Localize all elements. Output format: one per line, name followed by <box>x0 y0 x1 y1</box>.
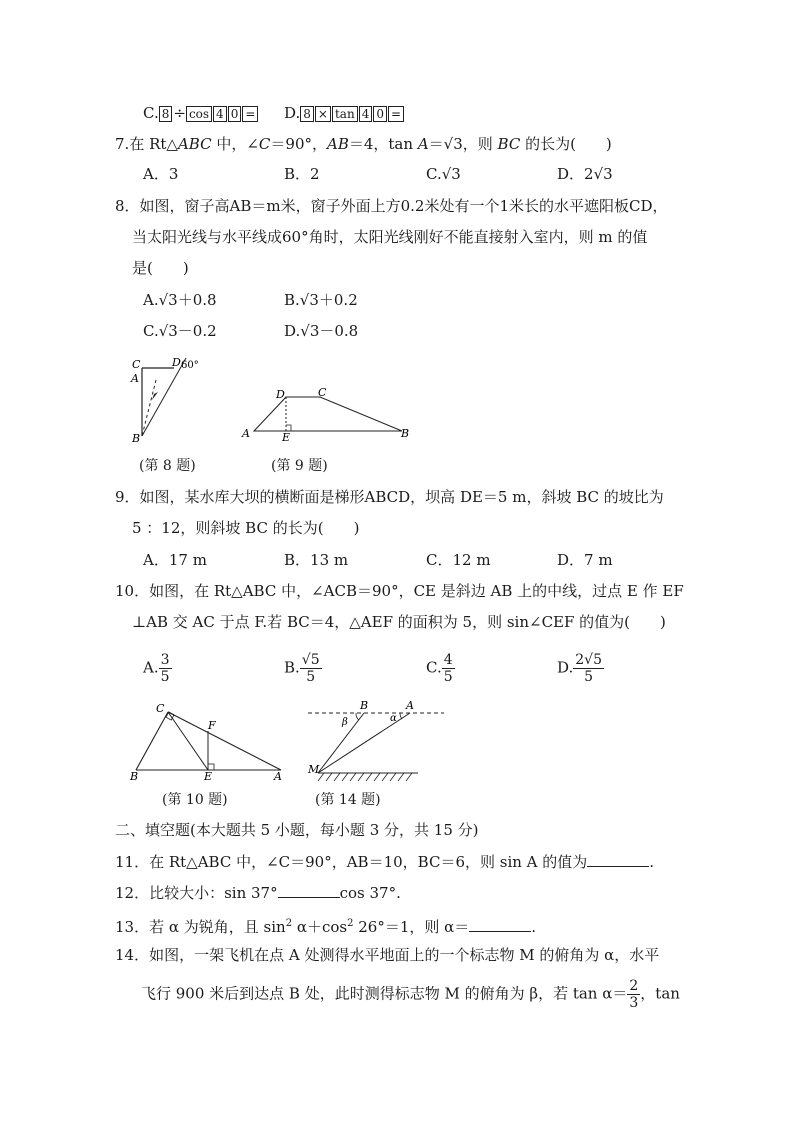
q9-option-d: D．7 m <box>557 551 613 569</box>
key-divide: ÷ <box>173 104 186 122</box>
q7-option-b: B．2 <box>284 165 320 183</box>
q9-option-c: C．12 m <box>426 551 491 569</box>
q8-option-b: B.√3＋0.2 <box>284 291 358 309</box>
fig9-caption: (第 9 题) <box>271 458 328 474</box>
q6-option-c <box>143 103 259 123</box>
q10-line2: ⊥AB 交 AC 于点 F.若 BC＝4，△AEF 的面积为 5，则 sin∠CEF 的值为( ) <box>132 613 666 631</box>
fig14-label-m: M <box>308 763 320 776</box>
q10-line1: 10．如图，在 Rt△ABC 中，∠ACB＝90°，CE 是斜边 AB 上的中线，过点 E 作 EF <box>115 582 684 600</box>
q8-line2: 当太阳光线与水平线成60°角时，太阳光线刚好不能直接射入室内，则 m 的值 <box>132 228 648 246</box>
key-4: 4 <box>359 106 373 122</box>
fig10-label-a: A <box>274 770 282 783</box>
q10-option-c: C. $\frac{4}{5}$ <box>426 652 453 685</box>
fig10-label-e: E <box>204 770 213 783</box>
q9-option-a: A．17 m <box>143 551 207 569</box>
key-4: 4 <box>213 106 227 122</box>
q7-option-a: A．3 <box>143 165 179 183</box>
fig8-label-a: A <box>131 372 139 385</box>
key-equals: = <box>388 106 404 122</box>
fig14-label-alpha: α <box>390 713 397 724</box>
fig14-caption: (第 14 题) <box>315 792 381 808</box>
q10-option-a: A. $\frac{3}{5}$ <box>143 652 170 685</box>
fig10-caption: (第 10 题) <box>162 792 228 808</box>
q13-answer-blank[interactable] <box>469 917 531 932</box>
q7-option-d: D．2√3 <box>557 165 613 183</box>
key-cos: cos <box>186 106 212 122</box>
q7-stem: 7.在 Rt△ABC 中，∠C＝90°，AB＝4，tan A＝√3，则 BC 的长为( ) <box>115 135 612 153</box>
fig14-label-beta: β <box>342 717 348 728</box>
figure-14 <box>302 695 452 790</box>
key-equals: = <box>242 106 258 122</box>
fig9-label-d: D <box>276 388 285 401</box>
fig8-caption: (第 8 题) <box>139 458 196 474</box>
fig14-label-a: A <box>406 699 414 712</box>
fig8-label-b: B <box>132 432 141 445</box>
q8-line3: 是( ) <box>132 259 189 277</box>
key-tan: tan <box>332 106 358 122</box>
q7-option-c: C.√3 <box>426 165 461 183</box>
q14-line1: 14．如图，一架飞机在点 A 处测得水平地面上的一个标志物 M 的俯角为 α，水平 <box>115 946 660 964</box>
fig8-label-c: C <box>132 358 141 371</box>
q10-option-d: D. $\frac{2√5}{5}$ <box>557 652 603 685</box>
fig9-label-a: A <box>242 427 250 440</box>
q13: 13．若 α 为锐角，且 $\sin^2 \alpha+\cos^2$ 26°＝1，则 α＝ . <box>115 918 537 936</box>
key-times: × <box>315 106 331 122</box>
q6-d-label: D. <box>284 104 301 122</box>
key-0: 0 <box>228 106 242 122</box>
q10-option-b: B. $\frac{√5}{5}$ <box>284 652 320 685</box>
q11: 11．在 Rt△ABC 中，∠C＝90°，AB＝10，BC＝6，则 sin A 的值为 . <box>115 853 655 871</box>
fig9-label-c: C <box>318 386 327 399</box>
q9-option-b: B．13 m <box>284 551 349 569</box>
fig9-label-b: B <box>401 427 410 440</box>
fig8-label-d: D <box>172 356 181 369</box>
q8-option-a: A.√3＋0.8 <box>143 291 217 309</box>
fig8-label-angle: 60° <box>181 360 199 371</box>
key-8: 8 <box>159 106 173 122</box>
q14-line2: 飞行 900 米后到达点 B 处，此时测得标志物 M 的俯角为 β，若 tan α＝ $\frac{2}{3}$ ，tan <box>141 978 680 1011</box>
figure-9 <box>238 385 418 445</box>
q6-option-d <box>284 103 405 123</box>
q8-option-d: D.√3－0.8 <box>284 322 359 340</box>
key-8: 8 <box>300 106 314 122</box>
fig10-label-f: F <box>208 719 216 732</box>
q11-answer-blank[interactable] <box>587 852 649 867</box>
q9-line2: 5 ：12，则斜坡 BC 的长为( ) <box>132 519 360 537</box>
figure-10 <box>126 700 291 785</box>
q9-line1: 9．如图，某水库大坝的横断面是梯形ABCD，坝高 DE＝5 m，斜坡 BC 的坡比为 <box>115 488 664 506</box>
q6-c-label: C. <box>143 104 159 122</box>
figure-8 <box>126 352 216 452</box>
q12-answer-blank[interactable] <box>278 883 340 898</box>
fig10-label-c: C <box>156 702 165 715</box>
q8-option-c: C.√3－0.2 <box>143 322 217 340</box>
key-0: 0 <box>373 106 387 122</box>
q12: 12．比较大小：sin 37° cos 37°. <box>115 884 401 902</box>
fig10-label-b: B <box>130 770 139 783</box>
section-fill-blank-title: 二、填空题(本大题共 5 小题，每小题 3 分，共 15 分) <box>115 821 479 839</box>
fig9-label-e: E <box>282 431 291 444</box>
fig14-label-b: B <box>360 699 369 712</box>
q8-line1: 8．如图，窗子高AB＝m米，窗子外面上方0.2米处有一个1米长的水平遮阳板CD， <box>115 197 668 215</box>
